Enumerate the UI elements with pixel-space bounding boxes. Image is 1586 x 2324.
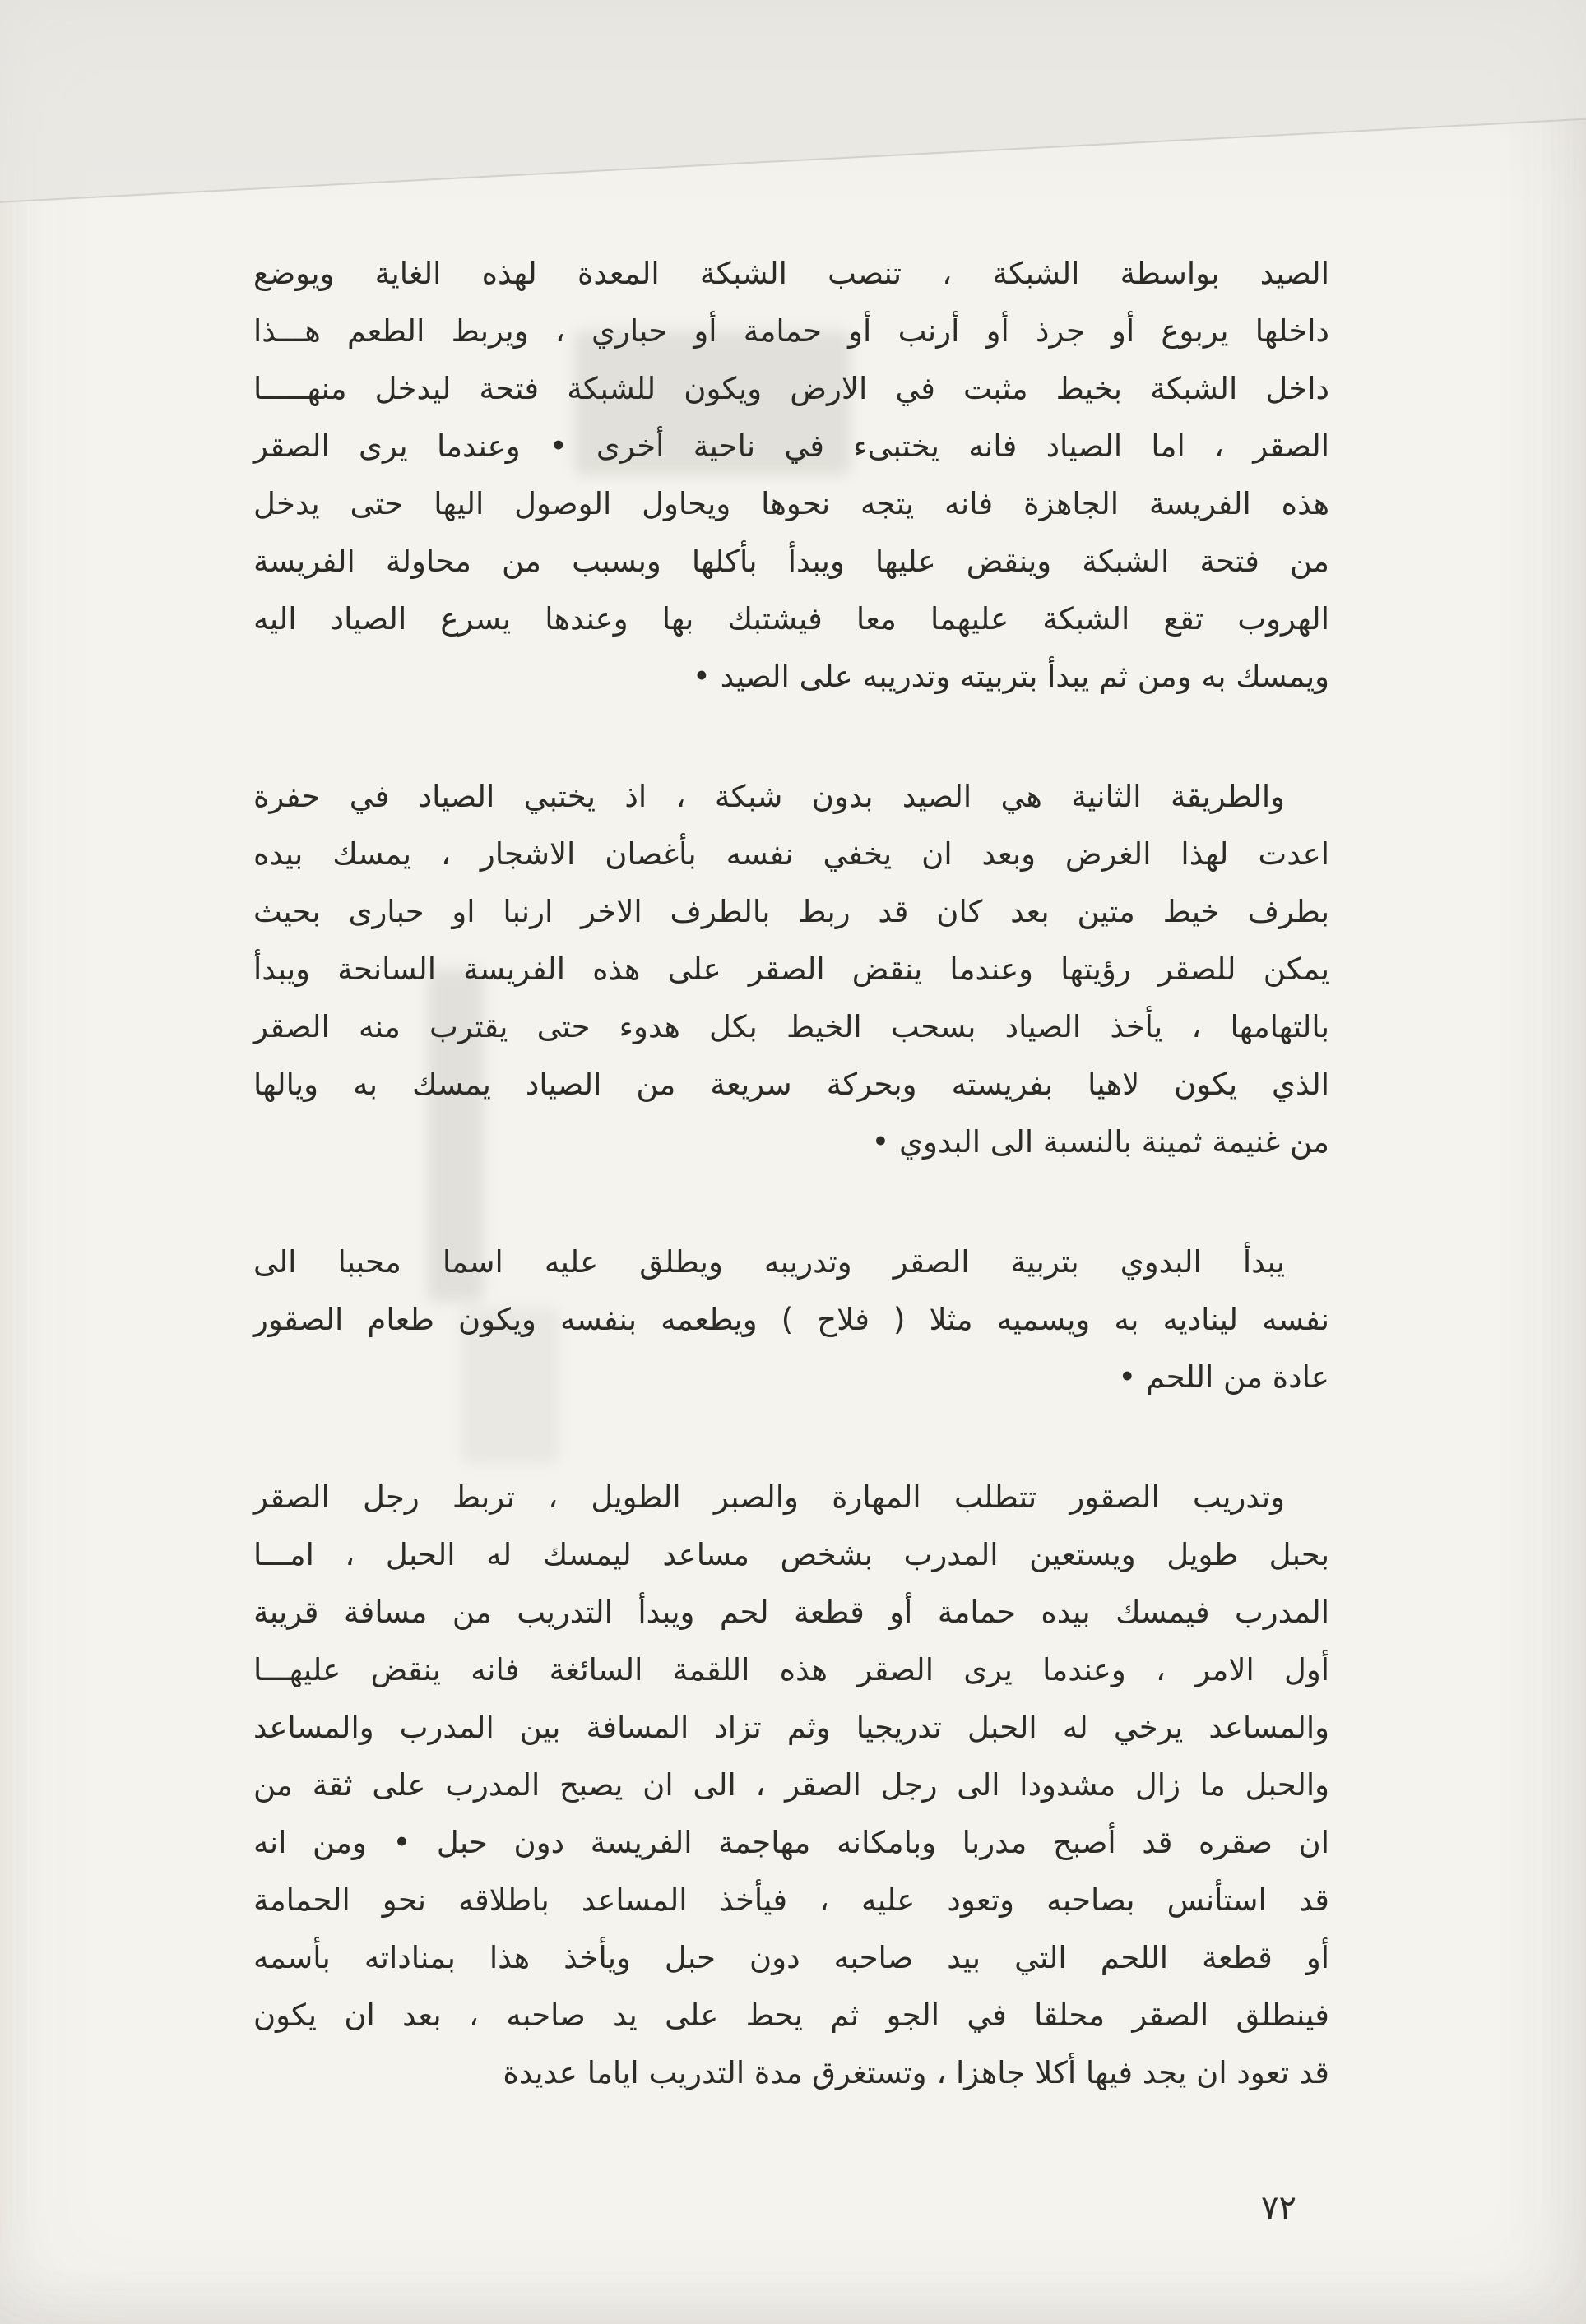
paragraph — [253, 1469, 1329, 2102]
text-line: داخلها يربوع أو جرذ أو أرنب أو حمامة أو حباري ، ويربط الطعم هـــذا — [253, 313, 1329, 349]
text-line: الهروب تقع الشبكة عليهما معا فيشتبك بها وعندها يسرع الصياد اليه — [253, 601, 1329, 637]
text-line: قد تعود ان يجد فيها أكلا جاهزا ، وتستغرق مدة التدريب اياما عديدة — [503, 2055, 1329, 2090]
text-line: اعدت لهذا الغرض وبعد ان يخفي نفسه بأغصان الاشجار ، يمسك بيده — [253, 836, 1329, 872]
paragraph — [253, 1234, 1329, 1406]
text-line: ان صقره قد أصبح مدربا وبامكانه مهاجمة الفريسة دون حبل • ومن انه — [253, 1825, 1329, 1860]
text-line: عادة من اللحم • — [1118, 1359, 1329, 1395]
text-line: نفسه ليناديه به ويسميه مثلا ( فلاح ) ويطعمه بنفسه ويكون طعام الصقور — [253, 1302, 1329, 1337]
text-line: بالتهامها ، يأخذ الصياد بسحب الخيط بكل هدوء حتى يقترب منه الصقر — [253, 1009, 1329, 1044]
text-line: داخل الشبكة بخيط مثبت في الارض ويكون للشبكة فتحة ليدخل منهـــــا — [253, 371, 1329, 406]
text-line: أو قطعة اللحم التي بيد صاحبه دون حبل ويأخذ هذا بمناداته بأسمه — [253, 1940, 1329, 1975]
text-line: هذه الفريسة الجاهزة فانه يتجه نحوها ويحاول الوصول اليها حتى يدخل — [253, 486, 1329, 521]
text-line: والطريقة الثانية هي الصيد بدون شبكة ، اذ يختبي الصياد في حفرة — [253, 779, 1285, 814]
text-line: ويمسك به ومن ثم يبدأ بتربيته وتدريبه على الصيد • — [693, 659, 1329, 694]
text-line: من فتحة الشبكة وينقض عليها ويبدأ بأكلها وبسبب من محاولة الفريسة — [253, 544, 1329, 579]
text-line: من غنيمة ثمينة بالنسبة الى البدوي • — [871, 1124, 1329, 1160]
text-line: يمكن للصقر رؤيتها وعندما ينقض الصقر على هذه الفريسة السانحة ويبدأ — [253, 951, 1329, 987]
text-line: يبدأ البدوي بتربية الصقر وتدريبه ويطلق عليه اسما محببا الى — [253, 1244, 1285, 1280]
paragraph — [253, 768, 1329, 1171]
text-block — [253, 245, 1329, 2102]
text-line: وتدريب الصقور تتطلب المهارة والصبر الطويل ، تربط رجل الصقر — [253, 1479, 1285, 1515]
text-line: الذي يكون لاهيا بفريسته وبحركة سريعة من الصياد يمسك به ويالها — [253, 1067, 1329, 1102]
text-line: فينطلق الصقر محلقا في الجو ثم يحط على يد صاحبه ، بعد ان يكون — [253, 1998, 1329, 2033]
text-line: بطرف خيط متين بعد كان قد ربط بالطرف الاخر ارنبا او حبارى بحيث — [253, 894, 1329, 929]
text-line: والحبل ما زال مشدودا الى رجل الصقر ، الى ان يصبح المدرب على ثقة من — [253, 1767, 1329, 1803]
text-line: قد استأنس بصاحبه وتعود عليه ، فيأخذ المساعد باطلاقه نحو الحمامة — [253, 1882, 1329, 1918]
text-line: أول الامر ، وعندما يرى الصقر هذه اللقمة السائغة فانه ينقض عليهـــا — [253, 1652, 1329, 1687]
paragraph — [253, 245, 1329, 706]
page-edge-shadow — [0, 0, 1586, 210]
text-line: بحبل طويل ويستعين المدرب بشخص مساعد ليمسك له الحبل ، امـــا — [253, 1537, 1329, 1572]
text-line: المدرب فيمسك بيده حمامة أو قطعة لحم ويبدأ التدريب من مسافة قريبة — [253, 1595, 1329, 1630]
text-line: الصقر ، اما الصياد فانه يختبىء في ناحية أخرى • وعندما يرى الصقر — [253, 428, 1329, 464]
page-number: ٧٢ — [1261, 2189, 1296, 2227]
text-line: الصيد بواسطة الشبكة ، تنصب الشبكة المعدة لهذه الغاية ويوضع — [253, 256, 1329, 291]
text-line: والمساعد يرخي له الحبل تدريجيا وثم تزاد المسافة بين المدرب والمساعد — [253, 1710, 1329, 1745]
